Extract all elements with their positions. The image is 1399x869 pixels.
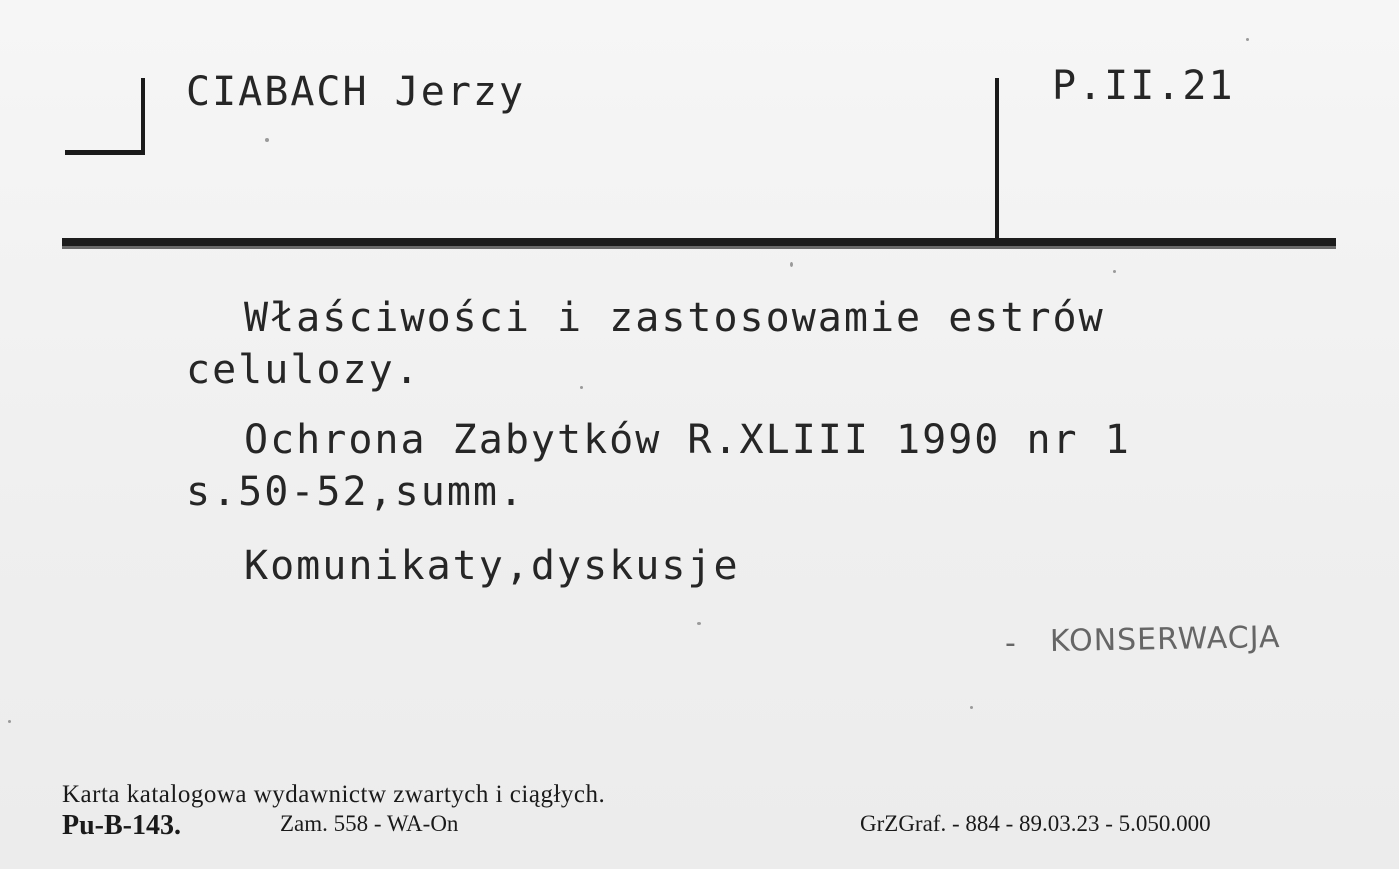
handwritten-note: KONSERWACJA [1049,619,1281,660]
heading-divider [995,78,999,248]
author-heading: CIABACH Jerzy [186,69,526,115]
paper-speck [1246,38,1249,41]
handwritten-dash: - [1005,626,1016,661]
title-line-1: Właściwości i zastosowamie estrów [244,295,1105,341]
paper-speck [580,386,583,389]
paper-speck [790,262,793,267]
paper-speck [265,138,269,142]
heading-rule [62,238,1336,246]
footer-caption: Karta katalogowa wydawnictw zwartych i ciągłych. [62,781,606,808]
order-number: Zam. 558 - WA-On [280,811,459,836]
call-number: P.II.21 [1052,63,1235,109]
corner-mark-horizontal [65,150,145,155]
source-line-2: s.50-52,summ. [186,469,526,515]
paper-speck [1113,270,1116,273]
section-heading: Komunikaty,dyskusje [244,543,740,589]
corner-mark-vertical [141,78,145,154]
form-code: Pu-B-143. [62,810,181,841]
printer-info: GrZGraf. - 884 - 89.03.23 - 5.050.000 [860,811,1211,836]
title-line-2: celulozy. [186,347,421,393]
paper-speck [697,622,701,625]
paper-speck [8,720,11,723]
source-line-1: Ochrona Zabytków R.XLIII 1990 nr 1 [244,417,1131,463]
paper-speck [970,706,973,709]
heading-rule-shadow [62,246,1336,249]
